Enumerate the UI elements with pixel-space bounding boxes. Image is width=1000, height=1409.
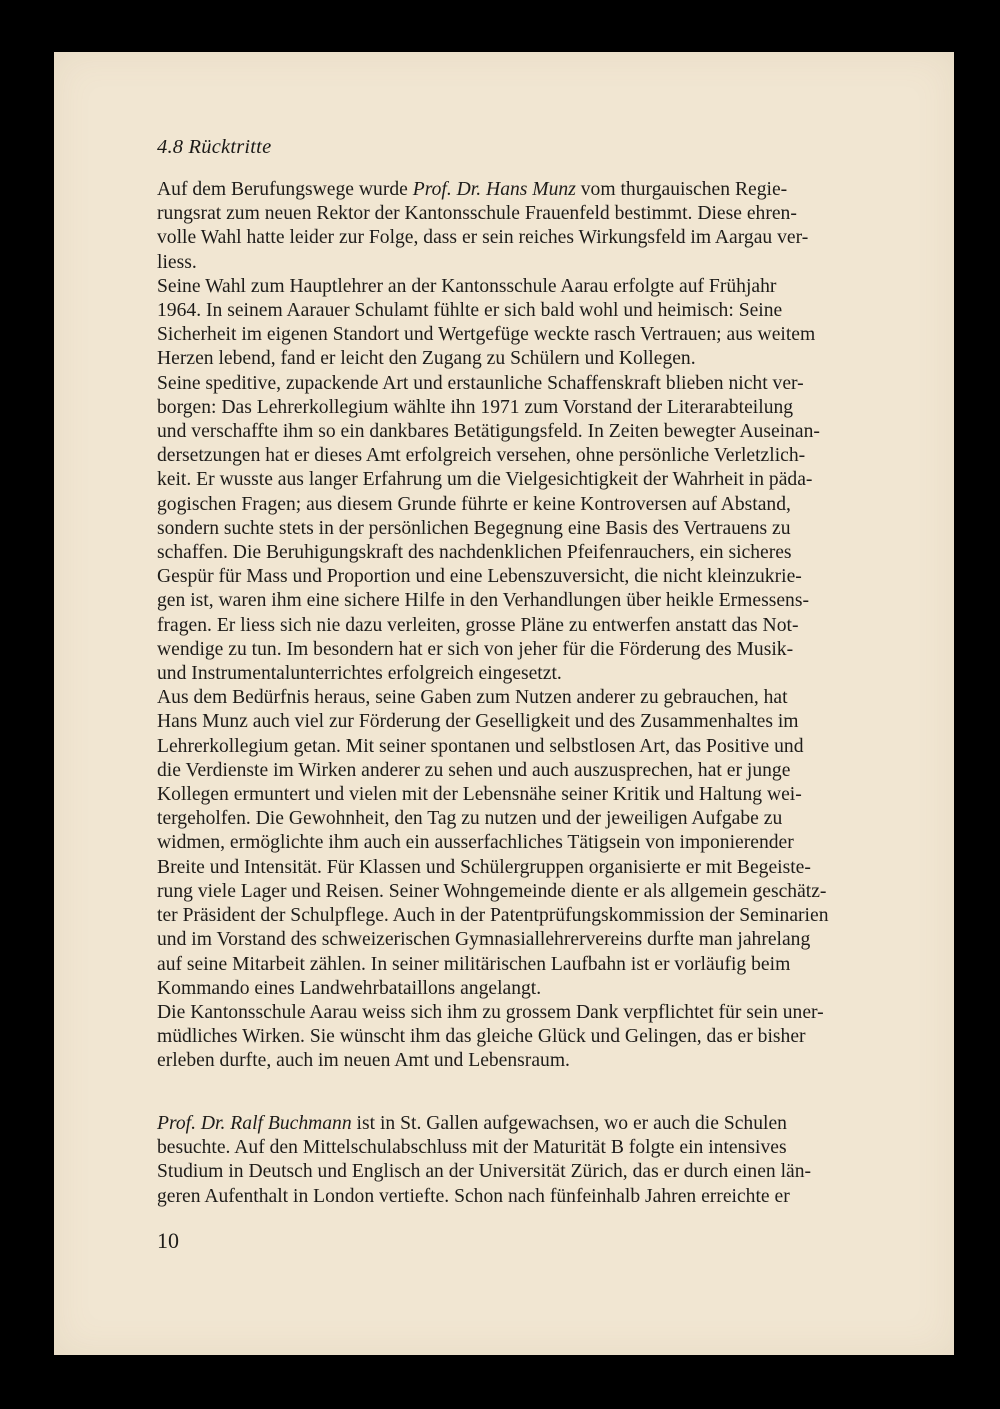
- text-line: Lehrerkollegium getan. Mit seiner spontanen und selbstlosen Art, das Positive und: [157, 735, 804, 757]
- text-line: geren Aufenthalt in London vertiefte. Schon nach fünfeinhalb Jahren erreichte er: [157, 1185, 790, 1207]
- text-line: gogischen Fragen; aus diesem Grunde führte er keine Kontroversen auf Abstand,: [157, 493, 791, 515]
- section1-body: [157, 178, 897, 1074]
- text-line: dersetzungen hat er dieses Amt erfolgreich versehen, ohne persönliche Verletzlich-: [157, 445, 806, 467]
- text-line: Sicherheit im eigenen Standort und Wertgefüge weckte rasch Vertrauen; aus weitem: [157, 324, 816, 346]
- text-line: erleben durfte, auch im neuen Amt und Lebensraum.: [157, 1050, 570, 1072]
- section2-body: [157, 1112, 897, 1209]
- text-line: Kollegen ermuntert und vielen mit der Lebensnähe seiner Kritik und Haltung wei-: [157, 784, 802, 806]
- text-line: 1964. In seinem Aarauer Schulamt fühlte er sich bald wohl und heimisch: Seine: [157, 300, 783, 322]
- text-line: Herzen lebend, fand er leicht den Zugang zu Schülern und Kollegen.: [157, 348, 696, 370]
- text-line: gen ist, waren ihm eine sichere Hilfe in den Verhandlungen über heikle Ermessens-: [157, 590, 810, 612]
- text-line: fragen. Er liess sich nie dazu verleiten, grosse Pläne zu entwerfen anstatt das Not-: [157, 614, 799, 636]
- text-line: volle Wahl hatte leider zur Folge, dass er sein reiches Wirkungsfeld im Aargau ver-: [157, 227, 809, 249]
- text-line: Gespür für Mass und Proportion und eine Lebenszuversicht, die nicht kleinzukrie-: [157, 566, 802, 588]
- text-line: und im Vorstand des schweizerischen Gymnasiallehrervereins durfte man jahrelang: [157, 929, 811, 951]
- text-line: Prof. Dr. Ralf Buchmann ist in St. Gallen aufgewachsen, wo er auch die Schulen: [157, 1113, 787, 1134]
- text-line: sondern suchte stets in der persönlichen Begegnung eine Basis des Vertrauens zu: [157, 517, 791, 539]
- text-line: liess.: [157, 251, 197, 273]
- text-line: Hans Munz auch viel zur Förderung der Geselligkeit und des Zusammenhaltes im: [157, 711, 799, 733]
- text-line: müdliches Wirken. Sie wünscht ihm das gleiche Glück und Gelingen, das er bisher: [157, 1026, 806, 1048]
- text-line: keit. Er wusste aus langer Erfahrung um die Vielgesichtigkeit der Wahrheit in päda-: [157, 469, 813, 491]
- text-line: auf seine Mitarbeit zählen. In seiner militärischen Laufbahn ist er vorläufig beim: [157, 953, 791, 975]
- text-line: widmen, ermöglichte ihm auch ein ausserfachliches Tätigsein von imponierender: [157, 832, 794, 854]
- text-line: borgen: Das Lehrerkollegium wählte ihn 1971 zum Vorstand der Literarabteilung: [157, 396, 794, 418]
- text-line: schaffen. Die Beruhigungskraft des nachdenklichen Pfeifenrauchers, ein sicheres: [157, 542, 792, 564]
- text-line: Studium in Deutsch und Englisch an der Universität Zürich, das er durch einen län-: [157, 1161, 812, 1183]
- page-number: 10: [157, 1228, 179, 1253]
- text-line: Seine speditive, zupackende Art und erstaunliche Schaffenskraft blieben nicht ver-: [157, 372, 804, 394]
- text-line: die Verdienste im Wirken anderer zu sehen und auch auszusprechen, hat er junge: [157, 759, 791, 781]
- text-line: besuchte. Auf den Mittelschulabschluss mit der Maturität B folgte ein intensives: [157, 1137, 787, 1159]
- text-line: und Instrumentalunterrichtes erfolgreich eingesetzt.: [157, 663, 562, 685]
- text-line: Auf dem Berufungswege wurde Prof. Dr. Hans Munz vom thurgauischen Regie-: [157, 179, 788, 200]
- text-line: wendige zu tun. Im besondern hat er sich von jeher für die Förderung des Musik-: [157, 638, 794, 660]
- text-line: rung viele Lager und Reisen. Seiner Wohngemeinde diente er als allgemein geschätz-: [157, 880, 827, 902]
- text-line: Seine Wahl zum Hauptlehrer an der Kantonsschule Aarau erfolgte auf Frühjahr: [157, 275, 777, 297]
- text-line: ter Präsident der Schulpflege. Auch in der Patentprüfungskommission der Seminarien: [157, 905, 829, 927]
- text-line: und verschaffte ihm so ein dankbares Betätigungsfeld. In Zeiten bewegter Auseinan-: [157, 421, 820, 443]
- text-line: rungsrat zum neuen Rektor der Kantonsschule Frauenfeld bestimmt. Diese ehren-: [157, 203, 797, 225]
- text-line: Breite und Intensität. Für Klassen und Schülergruppen organisierte er mit Begeiste-: [157, 856, 811, 878]
- text-line: Die Kantonsschule Aarau weiss sich ihm zu grossem Dank verpflichtet für sein uner-: [157, 1001, 824, 1023]
- text-line: tergeholfen. Die Gewohnheit, den Tag zu nutzen und der jeweiligen Aufgabe zu: [157, 808, 783, 830]
- text-line: Aus dem Bedürfnis heraus, seine Gaben zum Nutzen anderer zu gebrauchen, hat: [157, 687, 788, 709]
- text-line: Kommando eines Landwehrbataillons angelangt.: [157, 977, 542, 999]
- section-heading: 4.8 Rücktritte: [157, 136, 272, 158]
